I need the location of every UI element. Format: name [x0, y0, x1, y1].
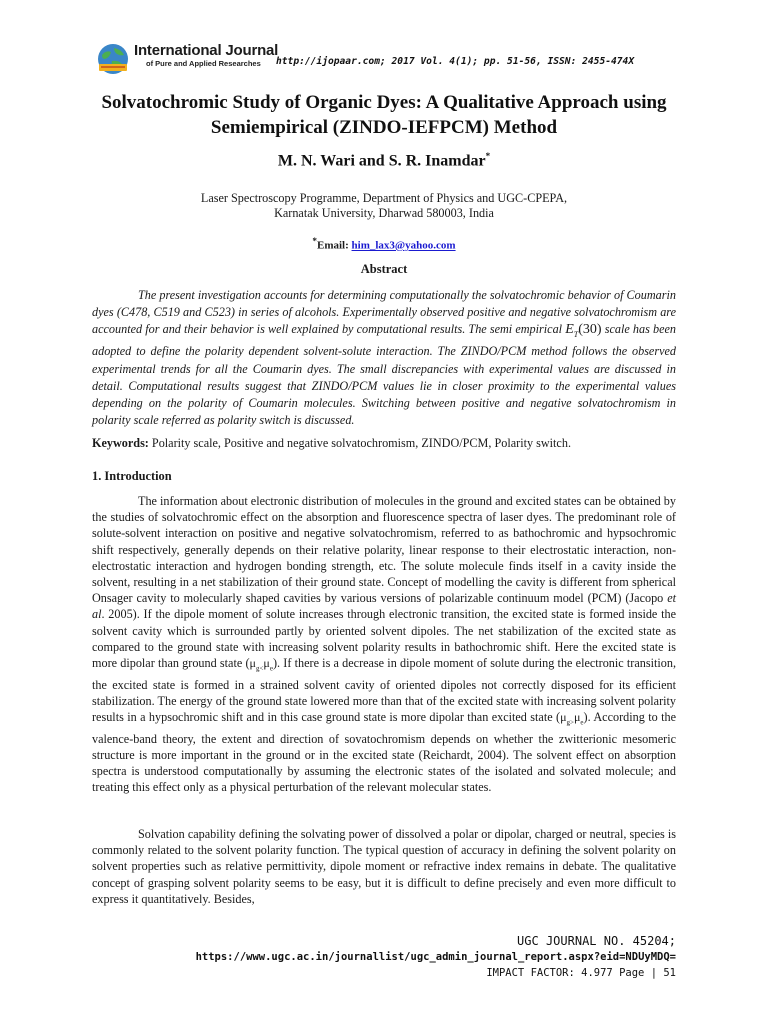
et30-symbol [565, 322, 602, 340]
et-subscript: T [573, 330, 579, 340]
keywords [92, 436, 676, 451]
author-names: M. N. Wari and S. R. Inamdar [277, 152, 486, 170]
affiliation-line-1: Laser Spectroscopy Programme, Department of Physics and UGC-CPEPA, [200, 191, 568, 205]
p1-part-c: ). If there is a decrease in dipole moment of solute during the electronic transition, the excited state is formed in a strained solvent cavity of oriented dipoles not correctly disposed for its efficient stabilization. The energy of the ground state lowered more than that of the excited state with increasing solvent polarity results in a hypsochromic shift and in this case ground state is more dipolar than excited state ( [92, 656, 676, 725]
intro-paragraph-2: Solvation capability defining the solvating power of dissolved a polar or dipolar, charged or neutral, species is commonly related to the solvent polarity function. The typical question of accuracy in defining the solvent polarity on solvent properties such as relative permittivity, dipole moment or refractive index remains in debate. The qualitative concept of grasping solvent polarity seems to be easy, but it is difficult to define precisely and even more difficult to express it quantitatively. Besides, [92, 827, 676, 906]
email-mark: * [312, 236, 317, 246]
abstract-part-2: scale has been adopted to define the polarity dependent solvent-solute interaction. The ZINDO/PCM method follows the observed experimental trends for all the Coumarin dyes. The small discrepancies with experimental values are discussed in detail. Computational results suggest that ZINDO/PCM values lie in closer proximity to the experimental values depending on the polarity of Coumarin molecules. Switching between positive and negative solvatochromism in polarity scale referred as polarity switch is discussed. [92, 322, 676, 428]
abstract-text [92, 287, 676, 429]
mu-g-greater-symbol [560, 710, 584, 727]
mu-4-sub: e [580, 718, 584, 727]
section-heading-introduction: 1. Introduction [92, 469, 172, 483]
abstract-part-1: The present investigation accounts for determining computationally the solvatochromic behavior of Coumarin dyes (C478, C519 and C523) in series of alcohols. Experimentally observed positive and negative solvatochromism are accounted for and their behavior is well explained by computational results. The semi empirical [92, 288, 676, 337]
mu-3-sub: g> [566, 718, 574, 727]
email-link[interactable]: him_lax3@yahoo.com [351, 239, 456, 252]
journal-masthead [96, 40, 696, 80]
et-letter: E [565, 322, 574, 338]
author-mark: * [485, 151, 491, 161]
mu-2: μ [263, 656, 270, 671]
email-label: Email: [317, 239, 352, 252]
paper-authors [60, 151, 708, 170]
affiliation [60, 191, 708, 221]
keywords-label: Keywords: [92, 436, 149, 450]
journal-subtitle: of Pure and Applied Researches [146, 59, 261, 68]
p1-part-a: The information about electronic distribution of molecules in the ground and excited states can be obtained by the studies of solvatochromic effect on the absorption and fluorescence spectra of laser dyes. The predominant role of solute-solvent interaction on positive and negative solvatochromism, referred to as bathochromic and hypsochromic shift respectively, generally depends on their relative polarity, linear response to their electrostatic interaction, non-electrostatic interaction and hydrogen bonding strength, etc. The solute molecule finds itself in a cavity inside the solvent, resulting in a net stabilization of their ground state. Concept of modelling the cavity is different from spherical Onsager cavity to molecularly shaped cavities by various versions of polarizable continuum model (PCM) (Jacopo [92, 494, 676, 606]
et-al: et al [92, 591, 676, 622]
impact-factor: IMPACT FACTOR: 4.977 [486, 967, 613, 979]
mu-2-sub: e [269, 664, 273, 673]
page-number: Page | 51 [619, 967, 676, 979]
intro-paragraph-1 [92, 493, 676, 795]
journal-name: International Journal [134, 42, 279, 59]
abstract-heading: Abstract [360, 262, 408, 276]
contact-email [60, 236, 708, 252]
ugc-journal-number: UGC JOURNAL NO. 45204; [517, 934, 676, 948]
globe-logo-icon [96, 42, 130, 76]
journal-citation: http://ijopaar.com; 2017 Vol. 4(1); pp. 51-56, ISSN: 2455-474X [276, 56, 635, 67]
page-footer [196, 933, 676, 981]
mu-1-sub: g< [255, 664, 264, 673]
impact-line [196, 965, 676, 981]
p1-part-b: . 2005). If the dipole moment of solute increases through electronic transition, the excited state is formed inside the solvent cavity which is surrounded partly by oriented solvent dipoles. The net stabilization of the excited state as compared to the ground state with increasing solvent polarity results in bathochromic shift. Here the excited state is more dipolar than ground state ( [92, 607, 676, 671]
affiliation-line-2: Karnatak University, Dharwad 580003, India [274, 206, 494, 220]
ugc-url[interactable]: https://www.ugc.ac.in/journallist/ugc_admin_journal_report.aspx?eid=NDUyMDQ= [195, 951, 676, 963]
mu-1: μ [249, 656, 256, 671]
keywords-text: Polarity scale, Positive and negative solvatochromism, ZINDO/PCM, Polarity switch. [148, 436, 571, 450]
mu-3: μ [560, 710, 567, 725]
et-argument: (30) [578, 322, 602, 338]
paper-title: Solvatochromic Study of Organic Dyes: A Qualitative Approach using Semiempirical (ZINDO-IEFPCM) Method [101, 92, 667, 138]
p1-part-d: ). According to the valence-band theory, the extent and direction of sovatochromism depends on whether the zwitterionic mesomeric structure is more important in the ground or in the excited state (Reichardt, 2004). The solvent effect on absorption spectra is understood computationally by assuming the electronic states of the isolated and solvated molecule; and treating this effect only as a physical perturbation of the relevant molecular states. [92, 710, 676, 795]
mu-g-less-symbol [249, 656, 273, 673]
mu-4: μ [573, 710, 581, 725]
